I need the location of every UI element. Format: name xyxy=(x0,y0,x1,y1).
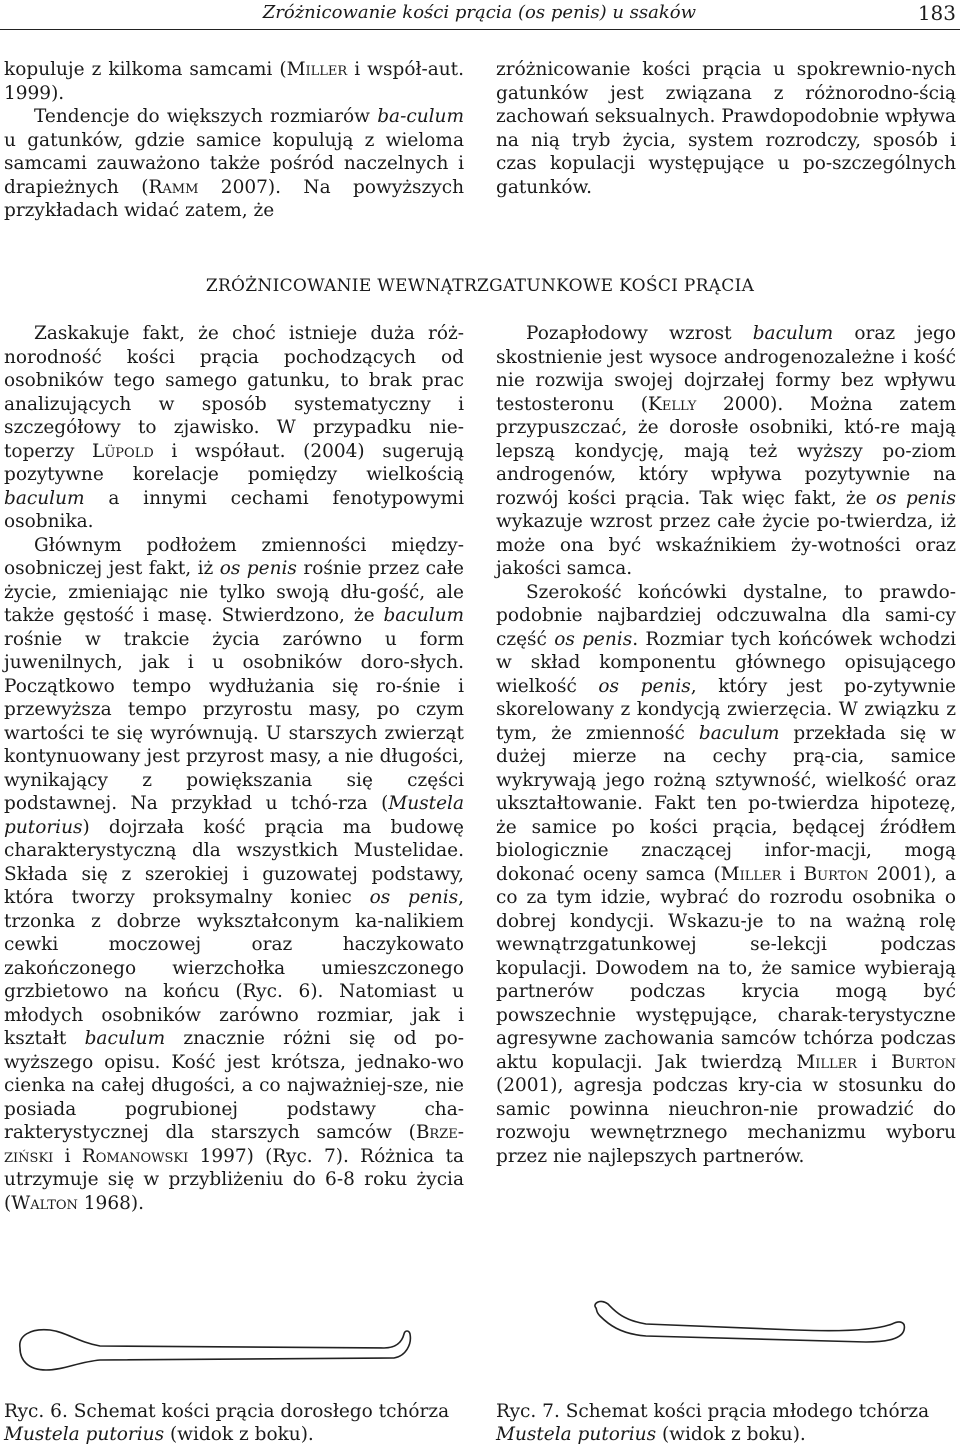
latin-term: os penis xyxy=(219,558,297,579)
author-name: Romanowski xyxy=(81,1145,189,1167)
text-run: i xyxy=(856,1051,892,1073)
author-name: Kelly xyxy=(648,393,697,415)
latin-term: os penis xyxy=(598,675,691,697)
paragraph xyxy=(4,105,464,223)
species-name: Mustela putorius xyxy=(496,1424,657,1445)
text-run: Głównym podłożem zmienności między-osobniczej jest fakt, iż xyxy=(4,534,464,579)
adult-baculum-drawing xyxy=(4,1290,464,1390)
text-run: 1968). xyxy=(77,1192,144,1214)
author-name: Lüpold xyxy=(92,440,154,462)
author-name: Burton xyxy=(891,1051,956,1073)
section-heading: ZRÓŻNICOWANIE WEWNĄTRZGATUNKOWE KOŚCI PRĄCIA xyxy=(205,276,755,296)
bottom-right-column xyxy=(496,322,956,1168)
figure-7-caption xyxy=(496,1400,960,1446)
text-run: i xyxy=(781,863,804,885)
author-name: Miller xyxy=(796,1051,857,1073)
paragraph xyxy=(496,581,956,1169)
latin-term: baculum xyxy=(383,605,464,626)
text-run: . Rozmiar tych końcówek wchodzi w skład komponentu głównego opisującego wielkość xyxy=(496,628,956,697)
text-run: kopuluje z kilkoma samcami ( xyxy=(4,59,287,80)
text-run: znacznie różni się od po-wyższego opisu. Kość jest krótsza, jednako-wo cienka na całej długości, a co najważniej-sze, nie posiada pogrubionej podstawy cha-rakterystycznej dla starszych samców ( xyxy=(4,1028,464,1143)
page-header xyxy=(0,0,960,30)
latin-term: os penis xyxy=(369,887,459,908)
figure-6-caption xyxy=(4,1400,474,1446)
caption-text: Ryc. 7. Schemat kości prącia młodego tchórza xyxy=(496,1401,930,1422)
latin-term: ba-culum xyxy=(377,106,464,127)
author-name: Ramm xyxy=(148,176,199,198)
text-run: i współ-aut. 1999). xyxy=(4,59,464,104)
caption-text: (widok z boku). xyxy=(656,1424,806,1445)
text-run: , który jest po-zytywnie skorelowany z kondycją zwierzęcia. W związku z tym, że zmienność xyxy=(496,675,956,744)
author-name: Miller xyxy=(286,59,348,80)
paragraph: zróżnicowanie kości prącia u spokrewnio-nych gatunków jest związana z różnorodno-ścią zachowań seksualnych. Prawdopodobnie wpływa na nią tryb życia, system rozrodczy, sposób i czas kopulacji występujące u po-szczególnych gatunków. xyxy=(496,59,956,198)
figure-6 xyxy=(4,1290,464,1390)
paragraph xyxy=(4,534,464,1216)
text-run: oraz jego skostnienie jest wysoce androgenozależne i kość nie rozwija swojej dojrzałej formy bez wpływu testosteronu ( xyxy=(496,323,956,415)
latin-term: os penis xyxy=(554,628,633,650)
header-rule xyxy=(0,29,960,30)
text-run: rośnie w trakcie życia zarówno u form juwenilnych, jak i u osobników doro-słych. Początkowo tempo wydłużania się ro-śnie i przewyższa tempo przyrostu masy, po czym wartości te się wyrównują. U starszych zwierząt kontynuowany jest przyrost masy, a nie długości, wynikający z powiększania się części podstawnej. Na przykład u tchó-rza ( xyxy=(4,628,464,814)
text-run: i współaut. (2004) sugerują pozytywne korelacje pomiędzy wielkością xyxy=(4,440,464,485)
latin-term: baculum xyxy=(752,323,834,344)
text-run: przekłada się w dużej mierze na cechy prą-cia, samice wykrywają jego rożną sztywność, wielkość oraz ukształtowanie. Fakt ten po-twierdza hipotezę, że samice po kości prącia, będącej źródłem biologicznie znaczącej infor-macji, mogą dokonać oceny samca ( xyxy=(496,722,957,885)
species-name: Mustela putorius xyxy=(4,793,464,838)
page-number: 183 xyxy=(917,1,956,25)
top-left-column xyxy=(4,58,464,223)
text-run: 1997) (Ryc. 7). Różnica ta utrzymuje się w przybliżeniu do 6-8 roku życia ( xyxy=(4,1145,464,1214)
latin-term: os penis xyxy=(875,487,956,509)
latin-term: baculum xyxy=(4,487,85,509)
top-right-column xyxy=(496,58,956,199)
text-run: a innymi cechami fenotypowymi osobnika. xyxy=(4,487,464,532)
figure-7 xyxy=(496,1290,956,1390)
bottom-left-column xyxy=(4,322,464,1215)
text-run: i xyxy=(53,1145,82,1167)
text-run: 2007). Na powyższych przykładach widać zatem, że xyxy=(4,176,464,221)
author-name: Brze-ziński xyxy=(4,1122,464,1167)
text-run: rośnie przez całe życie, zmieniając nie tylko swoją dłu-gość, ale także gęstość i masę. Stwierdzono, że xyxy=(4,558,464,626)
baculum-outline xyxy=(20,1330,411,1370)
paragraph xyxy=(496,322,956,581)
text-run: 2000). Można zatem przypuszczać, że dorosłe osobniki, któ-re mają lepszą kondycję, mają też wyższy po-ziom androgenów, który wpływa pozytywnie na rozwój kości prącia. Tak więc fakt, że xyxy=(496,393,957,509)
text-run: , trzonka z dobrze wykształconym ka-nalikiem cewki moczowej oraz haczykowato zakończonego wierzchołka umieszczonego grzbietowo na końcu (Ryc. 6). Natomiast u młodych osobników zarówno rozmiar, jak i kształt xyxy=(4,887,465,1049)
text-run: u gatunków, gdzie samice kopulują z wieloma samcami zauważono także pośród naczelnych i drapieżnych ( xyxy=(4,129,464,198)
latin-term: baculum xyxy=(84,1028,166,1049)
text-run: Zaskakuje fakt, że choć istnieje duża róż-norodność kości prącia pochodzących od osobników tego samego gatunku, to brak prac analizujących w sposób systematyczny i szczegółowy to zjawisko. W przypadku nie-toperzy xyxy=(4,323,464,462)
paragraph xyxy=(4,58,464,105)
text-run: ) dojrzała kość prącia ma budowę charakterystyczną dla wszystkich Mustelidae. Składa się z szerokiej i guzowatej podstawy, która tworzy proksymalny koniec xyxy=(4,816,464,908)
caption-text: Ryc. 6. Schemat kości prącia dorosłego tchórza xyxy=(4,1401,450,1422)
species-name: Mustela putorius xyxy=(4,1424,165,1445)
paragraph xyxy=(4,322,464,534)
author-name: Burton xyxy=(803,863,869,885)
text-run: Tendencje do większych rozmiarów xyxy=(34,106,378,127)
author-name: Walton xyxy=(11,1192,78,1214)
author-name: Miller xyxy=(720,863,782,885)
text-run: (2001), agresja podczas kry-cia w stosunku do samic powinna nieuchron-nie prowadzić do rozwoju wewnętrznego mechanizmu wyboru przez nie najlepszych partnerów. xyxy=(496,1075,956,1167)
baculum-outline xyxy=(595,1301,904,1342)
text-run: wykazuje wzrost przez całe życie po-twierdza, iż może ona być wskaźnikiem ży-wotności oraz jakości samca. xyxy=(496,511,956,579)
latin-term: baculum xyxy=(698,722,780,744)
caption-text: (widok z boku). xyxy=(164,1424,314,1445)
running-title: Zróżnicowanie kości prącia (os penis) u ssaków xyxy=(262,2,696,23)
juvenile-baculum-drawing xyxy=(496,1290,956,1390)
text-run: Pozapłodowy wzrost xyxy=(526,323,753,344)
text-run: Szerokość końcówki dystalne, to prawdo-podobnie najbardziej odczuwalna dla sami-cy część xyxy=(496,581,956,650)
text-run: 2001), a co za tym idzie, wybrać do rozrodu osobnika o dobrej kondycji. Wskazu-je to na ważną rolę wewnątrzgatunkowej se-lekcji podczas kopulacji. Dowodem na to, że samice wybierają partnerów podczas krycia mogą być powszechnie występujące, charak-terystyczne agresywne zachowania samców tchórza podczas aktu kopulacji. Jak twierdzą xyxy=(496,863,956,1073)
